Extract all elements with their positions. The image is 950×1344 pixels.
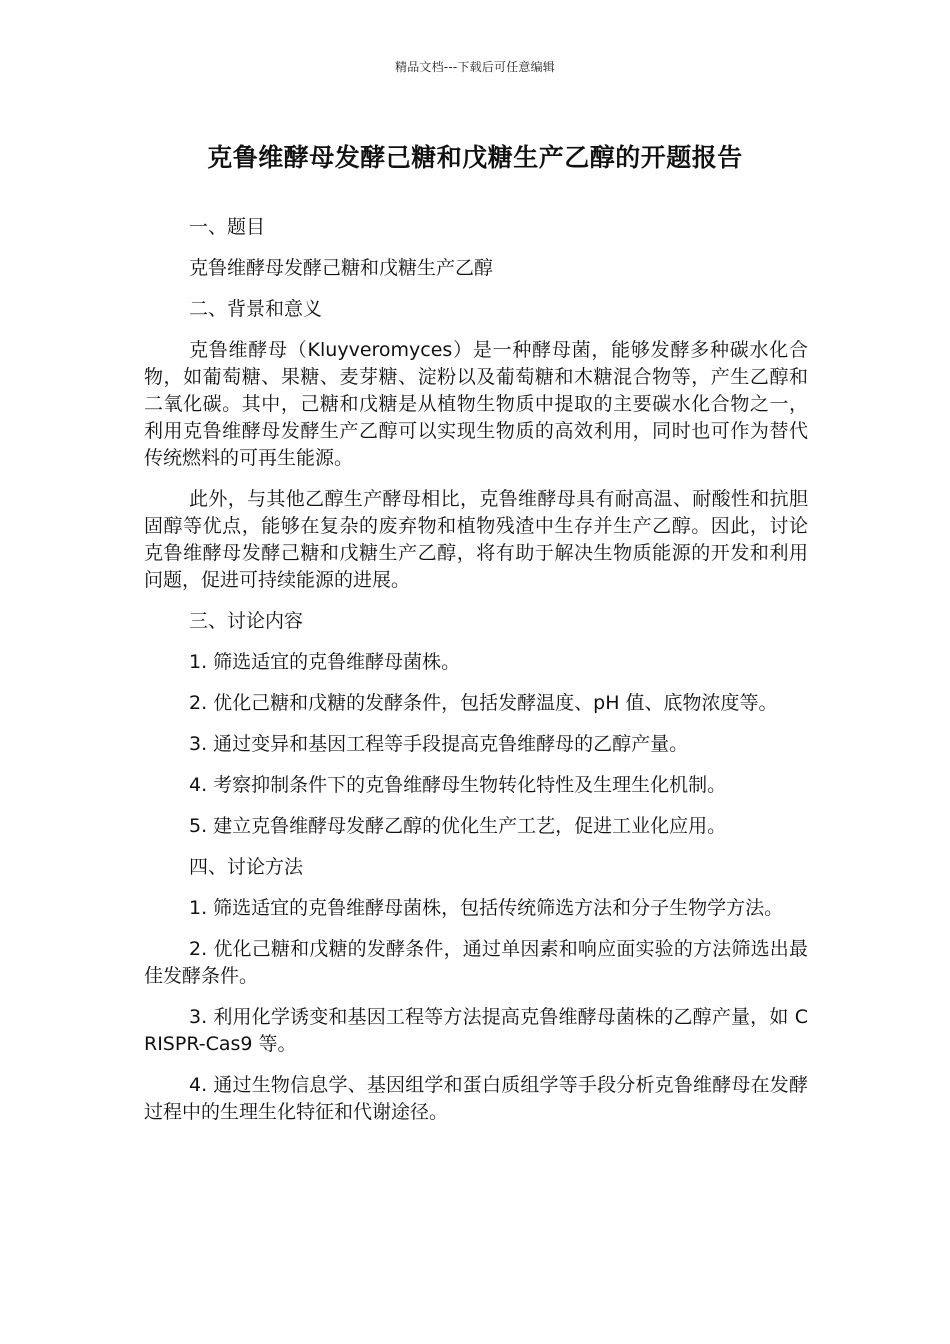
content-item: 4. 考察抑制条件下的克鲁维酵母生物转化特性及生理生化机制。 <box>189 774 727 796</box>
document-body <box>144 214 808 1140</box>
content-item: 3. 通过变异和基因工程等手段提高克鲁维酵母的乙醇产量。 <box>189 733 689 755</box>
section-heading-methods: 四、讨论方法 <box>189 856 304 878</box>
header-note: 精品文档---下载后可任意编辑 <box>395 60 555 74</box>
method-item: 2. 优化己糖和戊糖的发酵条件，通过单因素和响应面实验的方法筛选出最佳发酵条件。 <box>144 938 808 987</box>
background-paragraph: 此外，与其他乙醇生产酵母相比，克鲁维酵母具有耐高温、耐酸性和抗胆固醇等优点，能够在复杂的废弃物和植物残渣中生存并生产乙醇。因此，讨论克鲁维酵母发酵己糖和戊糖生产乙醇，将有助于解决生物质能源的开发和利用问题，促进可持续能源的进展。 <box>144 488 808 591</box>
method-item: 4. 通过生物信息学、基因组学和蛋白质组学等手段分析克鲁维酵母在发酵过程中的生理生化特征和代谢途径。 <box>144 1074 808 1123</box>
content-item: 1. 筛选适宜的克鲁维酵母菌株。 <box>189 651 461 673</box>
content-item: 2. 优化己糖和戊糖的发酵条件，包括发酵温度、pH 值、底物浓度等。 <box>189 692 778 714</box>
section-heading-content: 三、讨论内容 <box>189 610 304 632</box>
document-title: 克鲁维酵母发酵己糖和戊糖生产乙醇的开题报告 <box>207 143 743 172</box>
topic-text: 克鲁维酵母发酵己糖和戊糖生产乙醇 <box>189 257 494 279</box>
background-paragraph: 克鲁维酵母（Kluyveromyces）是一种酵母菌，能够发酵多种碳水化合物，如葡萄糖、果糖、麦芽糖、淀粉以及葡萄糖和木糖混合物等，产生乙醇和二氧化碳。其中，己糖和戊糖是从植物生物质中提取的主要碳水化合物之一，利用克鲁维酵母发酵生产乙醇可以实现生物质的高效利用，同时也可作为替代传统燃料的可再生能源。 <box>144 339 808 469</box>
method-item: 3. 利用化学诱变和基因工程等方法提高克鲁维酵母菌株的乙醇产量，如 CRISPR-Cas9 等。 <box>144 1006 808 1055</box>
section-heading-background: 二、背景和意义 <box>189 298 323 320</box>
content-item: 5. 建立克鲁维酵母发酵乙醇的优化生产工艺，促进工业化应用。 <box>189 815 727 837</box>
method-item: 1. 筛选适宜的克鲁维酵母菌株，包括传统筛选方法和分子生物学方法。 <box>189 897 784 919</box>
section-heading-topic: 一、题目 <box>189 216 266 238</box>
